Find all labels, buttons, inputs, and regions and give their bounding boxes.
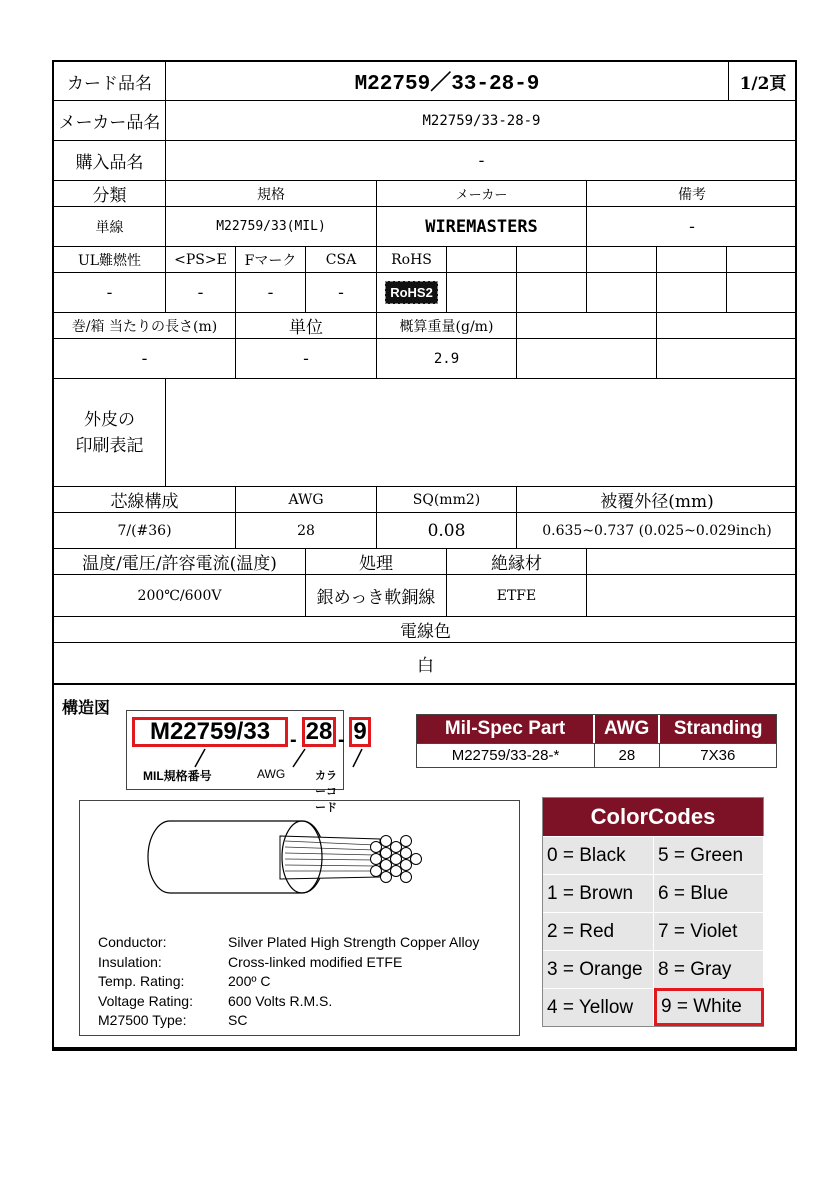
spec-value: 600 Volts R.M.S. <box>228 992 333 1009</box>
rating-value-2: ETFE <box>447 575 587 617</box>
mil-label: MIL規格番号 <box>143 769 212 783</box>
colorcode-label: カラーコード <box>315 770 337 814</box>
rohs-badge: RoHS2 <box>385 281 438 304</box>
length-value-1: - <box>236 339 377 379</box>
spec-value: Cross-linked modified ETFE <box>228 953 403 970</box>
blank-cell <box>517 247 587 273</box>
printing-value <box>166 379 797 487</box>
part-code-color: 9 <box>349 717 371 747</box>
rating-label-0: 温度/電圧/許容電流(温度) <box>54 549 306 575</box>
card-name-label: カード品名 <box>54 62 166 101</box>
rohs-cell <box>377 273 447 313</box>
blank-cell <box>727 273 797 313</box>
color-code-item: 3 = Orange <box>543 950 654 988</box>
spec-key: Temp. Rating: <box>98 973 185 989</box>
mil-spec-header: Mil-Spec Part <box>417 715 595 743</box>
color-code-item-highlighted: 9 = White <box>654 988 764 1026</box>
cond-label-0: 芯線構成 <box>54 487 236 513</box>
cert-value-1: - <box>166 273 236 313</box>
spec-value: 200º C <box>228 973 271 989</box>
class-value-2: WIREMASTERS <box>377 207 587 247</box>
printing-label: 外皮の 印刷表記 <box>54 379 166 487</box>
rating-label-2: 絶縁材 <box>447 549 587 575</box>
structure-title: 構造図 <box>62 700 111 717</box>
blank-cell <box>587 273 657 313</box>
maker-part-label: メーカー品名 <box>54 101 166 141</box>
blank-cell <box>517 313 657 339</box>
awg-header: AWG <box>595 715 660 743</box>
rating-value-1: 銀めっき軟銅線 <box>306 575 447 617</box>
color-code-item: 1 = Brown <box>543 874 654 912</box>
blank-cell <box>727 247 797 273</box>
color-code-item: 5 = Green <box>654 836 764 874</box>
spec-key: Voltage Rating: <box>98 992 193 1009</box>
length-label-0: 巻/箱 当たりの長さ(m) <box>54 313 236 339</box>
wire-illustration-box <box>79 800 520 1036</box>
part-code-diagram <box>126 710 367 814</box>
cond-value-1: 28 <box>236 513 377 549</box>
color-code-table <box>542 797 764 1027</box>
dash: - <box>290 729 297 751</box>
cert-label-4: RoHS <box>377 247 447 273</box>
cond-label-1: AWG <box>236 487 377 513</box>
color-code-item: 8 = Gray <box>654 950 764 988</box>
part-code-base: M22759/33 <box>132 717 288 747</box>
blank-cell <box>517 339 657 379</box>
card-name-value: M22759／33-28-9 <box>166 62 729 101</box>
color-label: 電線色 <box>54 617 797 643</box>
color-code-item: 4 = Yellow <box>543 988 654 1026</box>
awg-cell: 28 <box>595 743 660 767</box>
stranding-header: Stranding <box>660 715 776 743</box>
class-label-1: 規格 <box>166 181 377 207</box>
spec-key: Conductor: <box>98 934 167 950</box>
color-code-title: ColorCodes <box>543 798 763 836</box>
cond-value-2: 0.08 <box>377 513 517 549</box>
color-code-item: 7 = Violet <box>654 912 764 950</box>
blank-cell <box>587 247 657 273</box>
stranding-cell: 7X36 <box>660 743 776 767</box>
class-value-0: 単線 <box>54 207 166 247</box>
class-value-1: M22759/33(MIL) <box>166 207 377 247</box>
color-value: 白 <box>54 643 797 685</box>
length-value-2: 2.9 <box>377 339 517 379</box>
spec-value: Silver Plated High Strength Copper Alloy <box>228 934 480 950</box>
maker-part-value: M22759/33-28-9 <box>166 101 797 141</box>
page-number: 1/2頁 <box>729 62 797 101</box>
spec-sheet <box>52 60 797 1051</box>
length-label-2: 概算重量(g/m) <box>377 313 517 339</box>
cert-label-2: Fマーク <box>236 247 306 273</box>
purchase-label: 購入品名 <box>54 141 166 181</box>
blank-cell <box>657 313 797 339</box>
color-code-item: 6 = Blue <box>654 874 764 912</box>
cert-label-0: UL難燃性 <box>54 247 166 273</box>
mil-spec-cell: M22759/33-28-* <box>417 743 595 767</box>
rating-label-1: 処理 <box>306 549 447 575</box>
blank-cell <box>517 273 587 313</box>
blank-cell <box>657 339 797 379</box>
length-value-0: - <box>54 339 236 379</box>
color-code-item: 0 = Black <box>543 836 654 874</box>
cert-label-3: CSA <box>306 247 377 273</box>
awg-label: AWG <box>257 767 286 781</box>
class-value-3: - <box>587 207 797 247</box>
cert-value-3: - <box>306 273 377 313</box>
spec-key: M27500 Type: <box>98 1012 187 1028</box>
spec-key: Insulation: <box>98 953 162 970</box>
wire-spec-list <box>98 933 479 1031</box>
cert-label-1: <PS>E <box>166 247 236 273</box>
blank-cell <box>657 273 727 313</box>
blank-cell <box>447 273 517 313</box>
blank-cell <box>447 247 517 273</box>
class-label-0: 分類 <box>54 181 166 207</box>
dash: - <box>338 729 345 751</box>
purchase-value: - <box>166 141 797 181</box>
blank-cell <box>657 247 727 273</box>
rating-value-0: 200℃/600V <box>54 575 306 617</box>
cond-label-2: SQ(mm2) <box>377 487 517 513</box>
length-label-1: 単位 <box>236 313 377 339</box>
cond-value-0: 7/(#36) <box>54 513 236 549</box>
cond-value-3: 0.635~0.737 (0.025~0.029inch) <box>517 513 797 549</box>
spec-value: SC <box>228 1012 248 1028</box>
class-label-2: メーカー <box>377 181 587 207</box>
cert-value-2: - <box>236 273 306 313</box>
wire-drawing <box>80 801 519 921</box>
color-code-item: 2 = Red <box>543 912 654 950</box>
cond-label-3: 被覆外径(mm) <box>517 487 797 513</box>
blank-cell <box>587 549 797 575</box>
blank-cell <box>587 575 797 617</box>
mil-spec-table <box>416 714 777 768</box>
class-label-3: 備考 <box>587 181 797 207</box>
part-code-awg: 28 <box>302 717 336 747</box>
cert-value-0: - <box>54 273 166 313</box>
